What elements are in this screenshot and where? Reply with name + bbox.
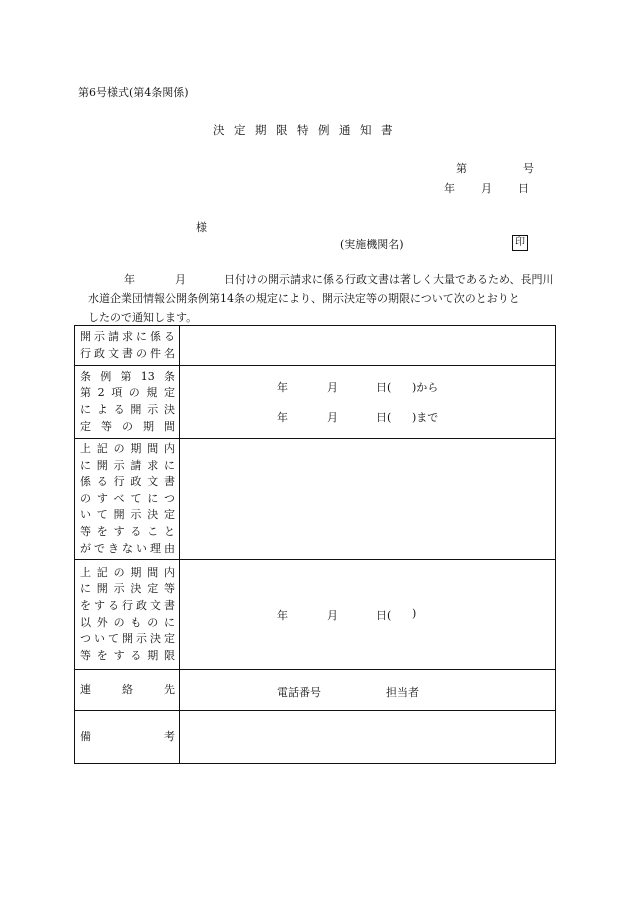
value-decision-period[interactable] (180, 366, 556, 439)
from-close: )から (412, 381, 439, 394)
document-number (456, 160, 534, 176)
period-to (180, 402, 555, 432)
value-document-subject[interactable] (180, 326, 556, 366)
to-year: 年 (277, 411, 288, 424)
to-close: )まで (412, 411, 439, 424)
contact-phone-label: 電話番号 (277, 686, 321, 700)
label-line: 等をする期限 (80, 648, 175, 662)
body-line-1-text: 日付けの開示請求に係る行政文書は著しく大量であるため、長門川 (224, 273, 554, 286)
deadline-year: 年 (277, 608, 288, 622)
notice-table (74, 325, 556, 764)
body-month: 月 (175, 273, 186, 286)
label-other-deadline (75, 560, 180, 670)
addressee-suffix: 様 (196, 221, 207, 234)
value-reason[interactable] (180, 439, 556, 560)
document-title: 決定期限特例通知書 (213, 123, 402, 137)
label-line: ができない理由 (80, 541, 175, 555)
row-contact (75, 670, 556, 711)
row-remarks (75, 711, 556, 764)
body-line-2: 水道企業団情報公開条例第14条の規定により、開示決定等の期限について次のとおりと (88, 292, 520, 305)
body-text (88, 270, 560, 327)
number-prefix: 第 (456, 162, 467, 175)
form-label: 第6号様式(第4条関係) (78, 86, 189, 99)
deadline-date (180, 600, 555, 630)
deadline-close: ) (412, 606, 417, 620)
period-from (180, 372, 555, 402)
date-month: 月 (481, 182, 492, 195)
row-other-deadline (75, 560, 556, 670)
value-contact[interactable] (180, 670, 556, 711)
row-document-subject (75, 326, 556, 366)
label-line: に開示決定等 (80, 582, 175, 596)
label-line: 第2項の規定 (80, 386, 175, 400)
label-line: 条例第13条 (80, 369, 175, 383)
to-day: 日( (376, 411, 392, 424)
date-year: 年 (444, 182, 455, 195)
label-line: ついて開示決定 (80, 632, 175, 646)
label-remarks: 備考 (75, 711, 180, 764)
deadline-month: 月 (327, 608, 338, 622)
label-line: 等をすること (80, 524, 175, 538)
body-line-3: したので通知します。 (88, 311, 198, 324)
label-line: による開示決 (80, 403, 175, 416)
label-decision-period (75, 366, 180, 439)
label-line: 以外のものに (80, 615, 175, 629)
row-decision-period (75, 366, 556, 439)
label-reason (75, 439, 180, 560)
label-line: 上記の期間内 (80, 565, 175, 579)
document-date (444, 180, 529, 196)
label-line: 行政文書の件名 (80, 346, 175, 360)
contact-person-label: 担当者 (386, 686, 419, 700)
label-contact: 連絡先 (75, 670, 180, 711)
label-line: 定等の期間 (80, 419, 175, 433)
from-month: 月 (327, 381, 338, 394)
label-line: 係る行政文書 (80, 475, 175, 489)
number-suffix: 号 (523, 162, 534, 175)
to-month: 月 (327, 411, 338, 424)
label-line: をする行政文書 (80, 599, 175, 613)
value-other-deadline[interactable] (180, 560, 556, 670)
label-line: 開示請求に係る (80, 329, 175, 343)
row-reason (75, 439, 556, 560)
seal-mark: 印 (512, 235, 528, 251)
label-line: のすべてにつ (80, 491, 175, 505)
label-line: に開示請求に (80, 458, 175, 472)
from-year: 年 (277, 381, 288, 394)
body-year: 年 (124, 273, 135, 286)
date-day: 日 (518, 182, 529, 195)
label-line: 上記の期間内 (80, 442, 175, 455)
label-line: いて開示決定 (80, 508, 175, 522)
value-remarks[interactable] (180, 711, 556, 764)
body-line-1 (88, 270, 560, 289)
deadline-day: 日( (376, 608, 392, 622)
label-document-subject (75, 326, 180, 366)
issuer-name: (実施機関名) (340, 238, 404, 251)
from-day: 日( (376, 381, 392, 394)
